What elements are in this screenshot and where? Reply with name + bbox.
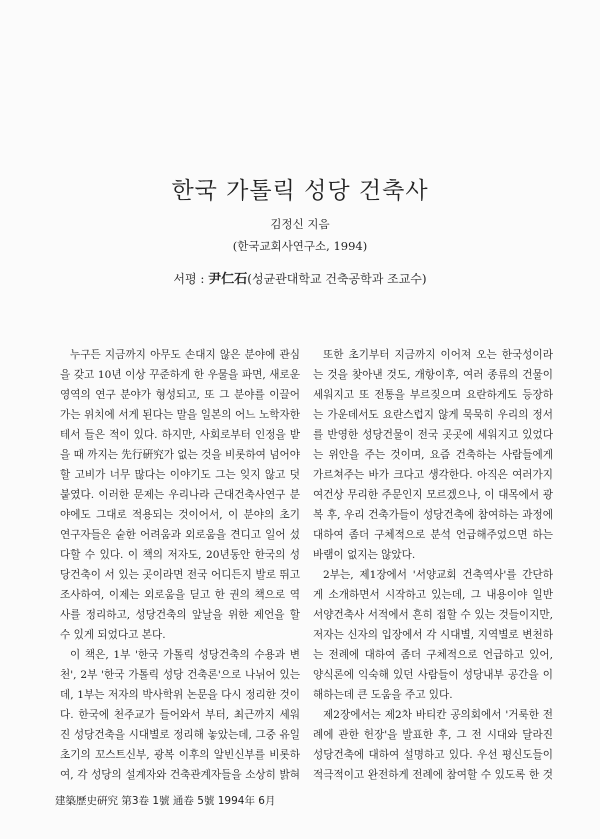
book-title: 한국 가톨릭 성당 건축사 [171, 178, 429, 204]
left-paragraph-1: 누구든 지금까지 아무도 손대지 않은 분야에 관심을 갖고 10년 이상 꾸준하게 한 우물을 파면, 새로운 영역의 연구 분야가 형성되고, 또 그 분야를 이끌어가는 위치에 서게 된다는 말을 일본의 어느 노학자한테서 들은 적이 있다. 하지만, 사회로부터 인정을 받을 때 까지는 先行硏究가 없는 것을 비롯하여 넘어야 할 고비가 너무 많다는 이야기도 그는 잊지 않고 덧붙였다. 이러한 문제는 우리나라 근대건축사연구 분야에도 그대로 적용되는 것이어서, 이 분야의 초기 연구자들은 숱한 어려움과 외로움을 견디고 일어 섰다할 수 있다. 이 책의 저자도, 20년동안 한국의 성당건축이 서 있는 곳이라면 전국 어디든지 발로 뛰고 조사하여, 이제는 외로움을 딛고 한 권의 책으로 역사를 정리하고, 성당건축의 앞날을 위한 제언을 할 수 있게 되었다고 본다. [60, 349, 300, 641]
book-author: 김정신 지음 [270, 217, 330, 231]
left-column [60, 345, 300, 780]
reviewer-name: 尹仁石 [208, 272, 248, 287]
reviewer-prefix: 서평 : [173, 272, 205, 286]
reviewer-affiliation: (성균관대학교 건축공학과 조교수) [247, 272, 427, 286]
right-paragraph-2: 2부는, 제1장에서 '서양교회 건축역사'를 간단하게 소개하면서 시작하고 있는데, 그 내용이야 일반 서양건축사 서적에서 흔히 접할 수 있는 것들이지만, 저자는 신자의 입장에서 각 시대별, 지역별로 변천하는 전례에 대하여 좀더 구체적으로 언급하고 있어, 양식론에 익숙해 있던 사람들이 성당내부 공간을 이해하는데 큰 도움을 주고 있다. [313, 569, 553, 701]
reviewer-line [0, 268, 600, 287]
right-column [313, 345, 553, 780]
left-paragraph-2: 이 책은, 1부 '한국 가톨릭 성당건축의 수용과 변천', 2부 '한국 가톨릭 성당 건축론'으로 나뉘어 있는데, 1부는 저자의 박사학위 논문을 다시 정리한 것이다. 한국에 천주교가 들어와서 부터, 최근까지 세워진 성당건축을 시대별로 정리해 놓았는데, 그중 유일초기의 꼬스트신부, 광복 이후의 알빈신부를 비롯하여, 각 성당의 설계자와 건축관계자들을 소상히 밝혀 [60, 649, 300, 780]
right-paragraph-3: 제2장에서는 제2차 바티칸 공의회에서 '거룩한 전례에 관한 헌장'을 발표한 후, 그 전 시대와 달라진 성당건축에 대하여 설명하고 있다. 우선 평신도들이 적극적이고 완전하게 전례에 참여할 수 있도록 한 것 [313, 709, 553, 780]
journal-footer: 建築歷史硏究 第3卷 1號 通卷 5號 1994年 6月 [55, 795, 276, 807]
right-paragraph-1: 또한 초기부터 지금까지 이어져 오는 한국성이라는 것을 찾아낸 것도, 개항이후, 여러 종류의 건물이 세워지고 또 전통을 부르짖으며 요란하게도 등장하는 가운데서도 요란스럽지 않게 묵묵히 우리의 정서를 반영한 성당건물이 전국 곳곳에 세워지고 있었다는 위안을 주는 것이며, 요즘 건축하는 사람들에게 가르쳐주는 바가 크다고 생각한다. 아직은 여러가지 여건상 무리한 주문인지 모르겠으나, 이 대목에서 광복 후, 우리 건축가들이 성당건축에 참여하는 과정에 대하여 좀더 구체적으로 분석 언급해주었으면 하는 바램이 없지는 않았다. [313, 349, 553, 561]
book-publisher: (한국교회사연구소, 1994) [232, 239, 368, 253]
